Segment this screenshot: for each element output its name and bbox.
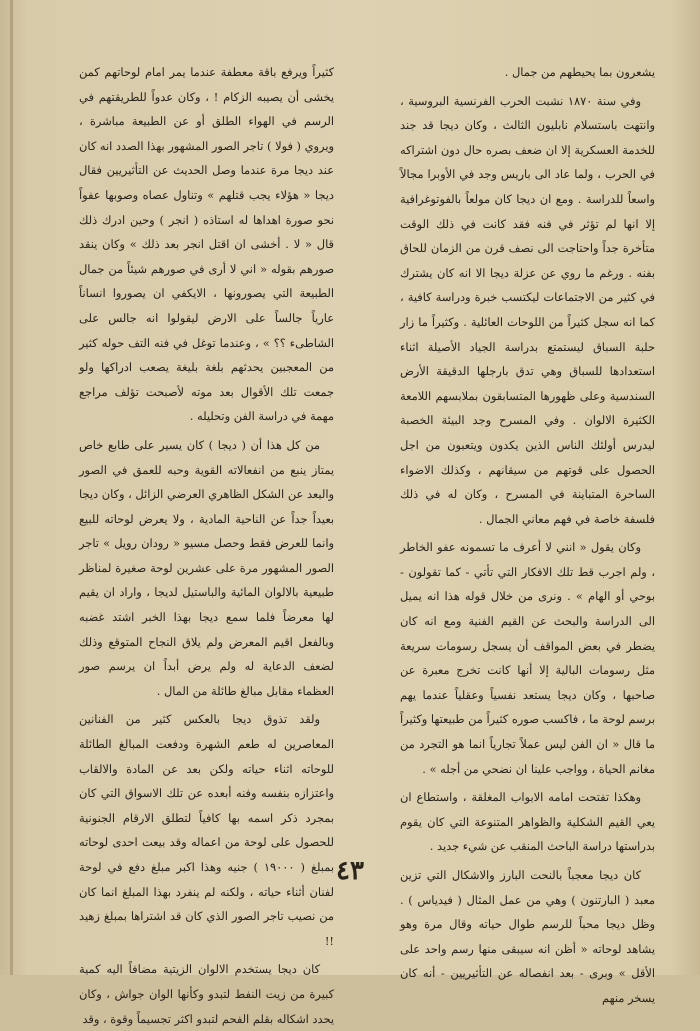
paragraph: من كل هذا أن ( ديجا ) كان يسير على طابع خاص يمتاز ينبع من انفعالاته القوية وحبه للعمق في الصور والبعد عن الشكل الظاهري العرضي الزائل ، وكان ديجا بعيداً جداً عن الناحية المادية ، ولا يعرض لوحاته للبيع وانما للعرض فقط وحصل مسيو « رودان رويل » تاجر الصور المشهور مرة على عشرين لوحة صغيرة لمناظر طبيعية بالالوان المائية والباستيل لديجا ، واراد ان يقيم لها معرضاً فلما سمع ديجا بهذا الخبر اشتد غضبه وبالفعل اقيم المعرض ولم يلاق النجاح المتوقع وذلك لضعف الدعاية له ولم يرض أبداً ان يرسم صور العظماء مقابل مبالغ طائلة من المال . — [79, 437, 334, 698]
page-number: ٤٣ — [336, 856, 364, 886]
left-text-column — [78, 60, 334, 1026]
right-text-column — [400, 60, 655, 1005]
paragraph: كثيراً ويرفع باقة معطفة عندما يمر امام لوحاتهم كمن يخشى أن يصيبه الزكام ! ، وكان عدواً للطريقتهم في الرسم في الهواء الطلق أو عن الطبيعة مباشرة ، ويروي ( فولا ) تاجر الصور المشهور بهذا الصدد انه كان عند ديجا مرة عندما وصل الحديث عن التأثيريين فقال ديجا « هؤلاء يجب قتلهم » وتناول عصاه وصوبها عفواً نحو صورة اهداها له استاذه ( انجر ) وحين ادرك ذلك قال « لا . أخشى ان اقتل انجر بعد ذلك » وكان ينقد صورهم بقوله « اني لا أرى في صورهم شيئاً من جمال الطبيعة التي يصورونها ، الايكفي ان يصوروا انساناً عارياً جالساً على الارض ليقولوا انه جالس على الشاطىء ؟؟ » ، وعندما توغل في فنه التف حوله كثير من المعجبين يحدثهم بلغة بليغة يصعب ادراكها ولو جمعت تلك الأقوال بعد موته لأصبحت تؤلف مراجع مهمة في دراسة الفن وتحليله . — [78, 65, 334, 424]
paragraph: ولقد تذوق ديجا بالعكس كثير من الفنانين المعاصرين له طعم الشهرة ودفعت المبالغ الطائلة للوحاته اثناء حياته ولكن بعد عن المادة والالقاب واعتزازه بنفسه وفنه أبعده عن تلك الاسواق التي كان بمجرد ذكر اسمه بها كافياً لتطلق الارقام الجنونية للحصول على لوحة من اعماله وقد بيعت احدى لوحاته بمبلغ ( ١٩٠٠٠ ) جنيه وهذا اكبر مبلغ دفع في لوحة لفنان أثناء حياته ، ولكنه لم ينفرد بهذا المبلغ انما كان من نصيب تاجر الصور الذي كان قد اشتراها بمبلغ زهيد !! — [79, 712, 334, 948]
paragraph: وهكذا تفتحت امامه الابواب المغلقة ، واستطاع ان يعي القيم الشكلية والظواهر المتنوعة التي كان يقوم بدراستها دراسة الباحث المنقب عن شيء جديد . — [400, 790, 655, 854]
paragraph: يشعرون بما يحيطهم من جمال . — [504, 65, 655, 79]
paragraph: كان ديجا معجباً بالنحت البارز والاشكال التي تزين معبد ( البارتنون ) وهي من عمل المثال ( فيدياس ) . وظل ديجا محباً للرسم طوال حياته وقال مرة وهو يشاهد لوحاته « أظن انه سيبقى منها رسم واحد على الأقل » وبرى - بعد انفصاله عن التأثيريين - أنه كان يسخر منهم — [400, 868, 655, 1005]
paragraph: وفي سنة ١٨٧٠ نشبت الحرب الفرنسية البروسية ، وانتهت باستسلام نابليون الثالث ، وكان ديجا قد جند للخدمة العسكرية إلا ان ضعف بصره حال دون اشتراكه في الحرب ، ولما عاد الى باريس وجد في الأوبرا مجالاً واسعاً للدراسة . ومع ان ديجا كان مولعاً بالفوتوغرافية إلا انها لم تؤثر في فنه فقد كانت في ذلك الوقت متأخرة جداً واحتاجت الى نصف قرن من الزمان للحاق بفنه . ورغم ما روي عن عزلة ديجا الا انه كان يشترك في كثير من الاجتماعات ليكتسب خبرة ودراسة كافية ، كما انه سجل كثيراً من اللوحات العائلية . وكثيراً ما زار حلبة السباق ليستمتع بدراسة الجياد الأصيلة اثناء استعدادها للسباق وهي تدق بارجلها الدقيقة الأرض السندسية وعلى ظهورها المتسابقون بملابسهم اللامعة الكثيرة الالوان . وفي المسرح وجد البيئة الخصبة ليدرس أولئك الناس الذين يكدون ويتعبون من اجل الحصول على قوتهم من سيقانهم ، وكذلك الاضواء الساحرة المتباينة في المسرح ، وكان له في ذلك فلسفة خاصة في فهم معاني الجمال . — [400, 93, 655, 526]
paragraph: كان ديجا يستخدم الالوان الزيتية مضافاً اليه كمية كبيرة من زيت النفط لتبدو وكأنها الوان جواش ، وكان يحدد اشكاله بقلم الفحم لتبدو اكثر تجسيماً وقوة ، وقد — [79, 962, 334, 1026]
page-binding-edge — [10, 0, 13, 975]
paragraph: وكان يقول « انني لا أعرف ما تسمونه عفو الخاطر ، ولم اجرب قط تلك الافكار التي تأتي - كما تقولون - بوحي أو الهام » . ونرى من خلال قوله هذا انه يميل الى الدراسة والبحث عن القيم الفنية ومع انه كان يضطر في بعض المواقف أن يسجل رسومات سريعة مثل رسومات البالية إلا أنها كانت تخرج معبرة عن صاحبها ، وكان ديجا يستعد نفسياً وعقلياً عندما يهم برسم لوحة ما ، فاكسب صوره كثيراً من طبيعتها وكثيراً ما قال « ان الفن ليس عملاً تجارياً انما هو التجرد من مغانم الحياة ، وواجب علينا ان نضحي من أجله » . — [400, 540, 655, 776]
